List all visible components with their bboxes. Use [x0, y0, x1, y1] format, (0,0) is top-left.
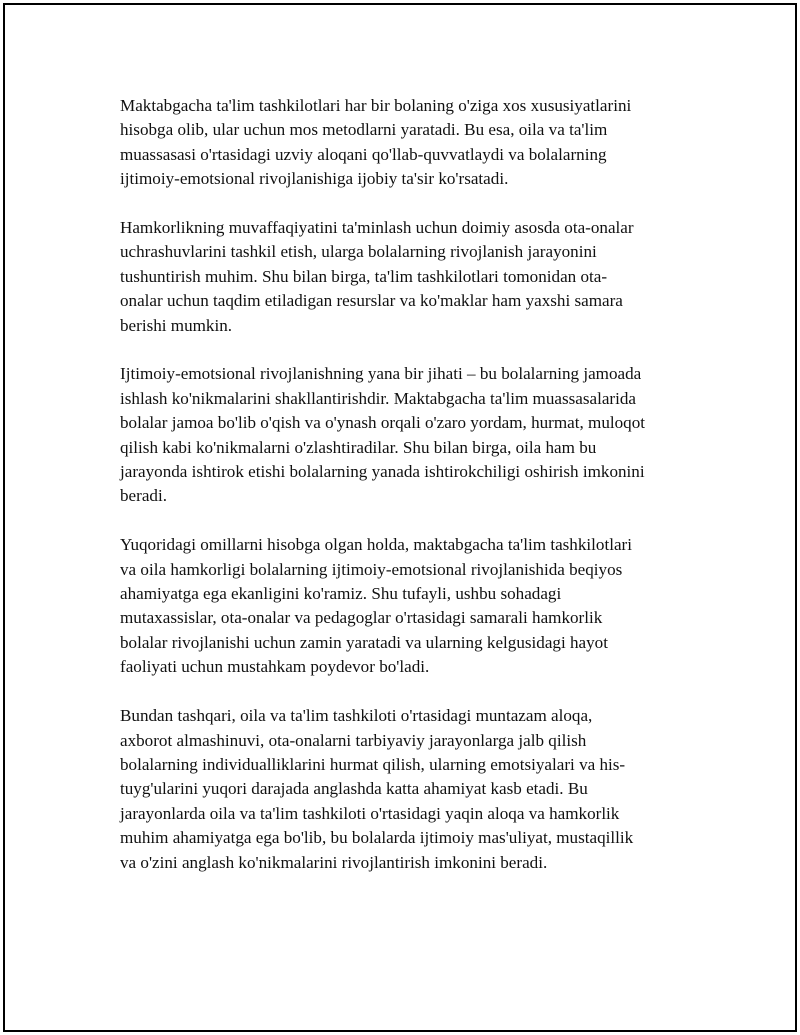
text-line: muassasasi o'rtasidagi uzviy aloqani qo'llab-quvvatlaydi va bolalarning — [120, 144, 607, 164]
text-line: tushuntirish muhim. Shu bilan birga, ta'lim tashkilotlari tomonidan ota- — [120, 266, 608, 286]
text-line: bolalar rivojlanishi uchun zamin yaratadi va ularning kelgusidagi hayot — [120, 632, 608, 652]
paragraph-1 — [120, 94, 692, 192]
paragraph-5 — [120, 704, 692, 875]
text-line: ishlash ko'nikmalarini shakllantirishdir. Maktabgacha ta'lim muassasalarida — [120, 388, 637, 408]
text-line: muhim ahamiyatga ega bo'lib, bu bolalarda ijtimoiy mas'uliyat, mustaqillik — [120, 828, 634, 848]
text-line: beradi. — [120, 486, 167, 506]
text-line: tuyg'ularini yuqori darajada anglashda katta ahamiyat kasb etadi. Bu — [120, 779, 588, 799]
text-line: uchrashuvlarini tashkil etish, ularga bolalarning rivojlanish jarayonini — [120, 242, 597, 262]
paragraph-2 — [120, 216, 692, 338]
text-line: Bundan tashqari, oila va ta'lim tashkiloti o'rtasidagi muntazam aloqa, — [120, 706, 593, 726]
text-line: bolalarning individualliklarini hurmat qilish, ularning emotsiyalari va his- — [120, 754, 626, 774]
text-line: berishi mumkin. — [120, 315, 233, 335]
text-line: jarayonda ishtirok etishi bolalarning yanada ishtirokchiligi oshirish imkonini — [120, 462, 645, 482]
text-line: ijtimoiy-emotsional rivojlanishiga ijobiy ta'sir ko'rsatadi. — [120, 169, 509, 189]
text-line: va oila hamkorligi bolalarning ijtimoiy-emotsional rivojlanishida beqiyos — [120, 559, 623, 579]
document-body — [120, 94, 692, 899]
document-page — [3, 3, 797, 1032]
text-line: qilish kabi ko'nikmalarni o'zlashtiradilar. Shu bilan birga, oila ham bu — [120, 437, 597, 457]
text-line: Hamkorlikning muvaffaqiyatini ta'minlash uchun doimiy asosda ota-onalar — [120, 218, 634, 238]
text-line: ahamiyatga ega ekanligini ko'ramiz. Shu tufayli, ushbu sohadagi — [120, 584, 562, 604]
text-line: va o'zini anglash ko'nikmalarini rivojlantirish imkonini beradi. — [120, 852, 548, 872]
text-line: Yuqoridagi omillarni hisobga olgan holda, maktabgacha ta'lim tashkilotlari — [120, 535, 632, 555]
text-line: jarayonlarda oila va ta'lim tashkiloti o'rtasidagi yaqin aloqa va hamkorlik — [120, 803, 620, 823]
text-line: mutaxassislar, ota-onalar va pedagoglar o'rtasidagi samarali hamkorlik — [120, 608, 603, 628]
paragraph-3 — [120, 362, 692, 508]
text-line: Ijtimoiy-emotsional rivojlanishning yana bir jihati – bu bolalarning jamoada — [120, 364, 642, 384]
text-line: axborot almashinuvi, ota-onalarni tarbiyaviy jarayonlarga jalb qilish — [120, 730, 587, 750]
text-line: hisobga olib, ular uchun mos metodlarni yaratadi. Bu esa, oila va ta'lim — [120, 120, 608, 140]
text-line: Maktabgacha ta'lim tashkilotlari har bir bolaning o'ziga xos xususiyatlarini — [120, 96, 632, 115]
text-line: bolalar jamoa bo'lib o'qish va o'ynash orqali o'zaro yordam, hurmat, muloqot — [120, 413, 646, 433]
paragraph-4 — [120, 533, 692, 679]
text-line: onalar uchun taqdim etiladigan resurslar va ko'maklar ham yaxshi samara — [120, 291, 623, 311]
text-line: faoliyati uchun mustahkam poydevor bo'ladi. — [120, 657, 430, 677]
